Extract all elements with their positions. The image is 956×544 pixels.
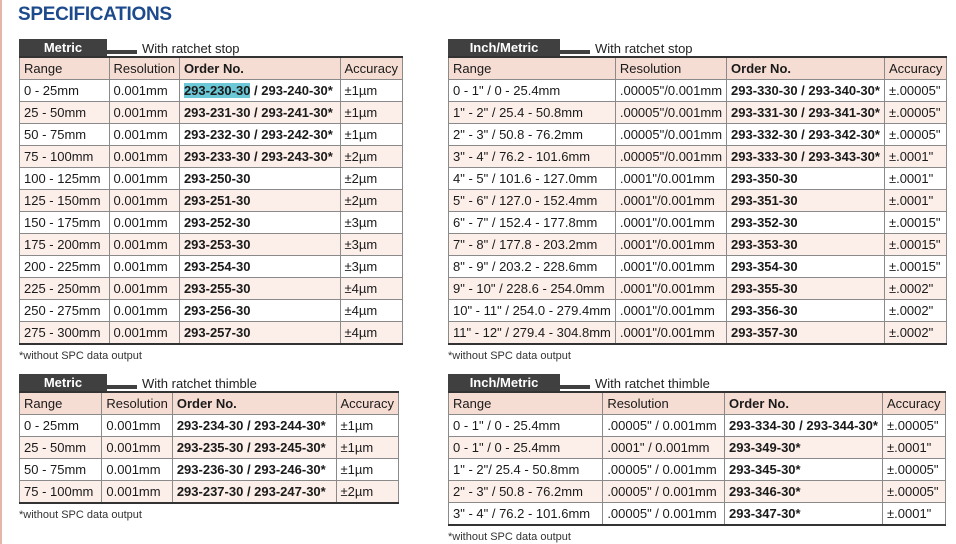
tag-underline — [107, 50, 137, 54]
cell-order-no — [172, 437, 336, 459]
order-number-alt: / 293-342-30* — [797, 126, 880, 142]
col-header-accuracy: Accuracy — [336, 392, 398, 415]
table-row — [449, 212, 947, 234]
cell-accuracy: ±2µm — [340, 168, 402, 190]
cell-accuracy: ±2µm — [340, 190, 402, 212]
col-header-range: Range — [20, 392, 102, 415]
cell-order-no — [179, 278, 340, 300]
order-number-primary: 293-254-30 — [183, 258, 251, 274]
section-header — [448, 36, 947, 56]
order-number-primary: 293-357-30 — [731, 324, 798, 340]
cell-resolution: 0.001mm — [102, 437, 172, 459]
col-header-accuracy: Accuracy — [340, 57, 402, 80]
table-row — [20, 146, 403, 168]
table-row — [449, 190, 947, 212]
cell-range: 1" - 2"/ 25.4 - 50.8mm — [449, 459, 603, 481]
cell-resolution: 0.001mm — [109, 146, 179, 168]
cell-order-no — [725, 437, 883, 459]
cell-range: 9" - 10" / 228.6 - 254.0mm — [449, 278, 616, 300]
cell-resolution: 0.001mm — [102, 481, 172, 504]
cell-range: 25 - 50mm — [20, 102, 110, 124]
spec-table — [448, 391, 946, 526]
order-number-primary: 293-256-30 — [183, 302, 251, 318]
order-number-primary: 293-331-30 — [731, 104, 798, 120]
order-number-primary: 293-235-30 — [176, 439, 244, 455]
table-header-row — [20, 392, 399, 415]
cell-order-no — [727, 190, 885, 212]
order-number-primary: 293-236-30 — [176, 461, 244, 477]
spec-table — [448, 56, 947, 345]
cell-order-no — [727, 146, 885, 168]
cell-resolution: 0.001mm — [102, 415, 172, 437]
col-header-range: Range — [449, 392, 603, 415]
table-row — [449, 168, 947, 190]
section-tag: Inch/Metric — [448, 39, 560, 56]
cell-order-no — [179, 146, 340, 168]
col-header-range: Range — [449, 57, 616, 80]
order-number-primary: 293-330-30 — [731, 82, 798, 98]
cell-order-no — [179, 322, 340, 345]
col-header-accuracy: Accuracy — [883, 392, 946, 415]
table-row — [20, 102, 403, 124]
table-row — [20, 322, 403, 345]
spec-table — [19, 56, 403, 345]
cell-resolution: .0001"/0.001mm — [615, 168, 726, 190]
cell-accuracy: ±.00005" — [884, 124, 946, 146]
cell-accuracy: ±.0001" — [884, 190, 946, 212]
cell-accuracy: ±4µm — [340, 300, 402, 322]
cell-order-no — [172, 459, 336, 481]
cell-range: 11" - 12" / 279.4 - 304.8mm — [449, 322, 616, 345]
section-caption: With ratchet stop — [142, 41, 240, 56]
cell-resolution: .00005"/0.001mm — [615, 146, 726, 168]
cell-resolution: .00005"/0.001mm — [615, 80, 726, 102]
order-number-alt: / 293-246-30* — [243, 461, 326, 477]
tag-underline — [560, 50, 590, 54]
table-row — [449, 278, 947, 300]
cell-accuracy: ±.0002" — [884, 322, 946, 345]
table-header-row — [20, 57, 403, 80]
table-row — [20, 190, 403, 212]
cell-order-no — [179, 124, 340, 146]
order-number-primary: 293-349-30* — [729, 439, 801, 455]
cell-resolution: 0.001mm — [109, 278, 179, 300]
cell-order-no — [727, 322, 885, 345]
cell-order-no — [727, 234, 885, 256]
section-tag: Metric — [19, 39, 107, 56]
order-number-primary: 293-250-30 — [183, 170, 251, 186]
page-edge-rule — [0, 0, 2, 544]
cell-order-no — [727, 168, 885, 190]
cell-range: 2" - 3" / 50.8 - 76.2mm — [449, 481, 603, 503]
cell-accuracy: ±.0001" — [884, 146, 946, 168]
cell-order-no — [725, 481, 883, 503]
cell-range: 3" - 4" / 76.2 - 101.6mm — [449, 503, 603, 526]
cell-resolution: .0001"/0.001mm — [615, 190, 726, 212]
cell-order-no — [725, 415, 883, 437]
cell-resolution: .00005" / 0.001mm — [603, 503, 725, 526]
cell-resolution: .00005" / 0.001mm — [603, 459, 725, 481]
cell-range: 1" - 2" / 25.4 - 50.8mm — [449, 102, 616, 124]
cell-accuracy: ±.00015" — [884, 212, 946, 234]
cell-resolution: 0.001mm — [102, 459, 172, 481]
cell-range: 150 - 175mm — [20, 212, 110, 234]
order-number-primary: 293-237-30 — [176, 483, 244, 499]
table-row — [449, 102, 947, 124]
cell-accuracy: ±1µm — [336, 459, 398, 481]
cell-resolution: 0.001mm — [109, 300, 179, 322]
cell-accuracy: ±4µm — [340, 322, 402, 345]
cell-range: 50 - 75mm — [20, 459, 102, 481]
section-header — [19, 36, 403, 56]
cell-accuracy: ±.00005" — [883, 481, 946, 503]
cell-range: 275 - 300mm — [20, 322, 110, 345]
cell-range: 125 - 150mm — [20, 190, 110, 212]
cell-resolution: .0001"/0.001mm — [615, 300, 726, 322]
cell-order-no — [179, 234, 340, 256]
tag-underline — [560, 385, 590, 389]
cell-accuracy: ±.00005" — [883, 459, 946, 481]
order-number-primary: 293-257-30 — [183, 324, 251, 340]
cell-range: 200 - 225mm — [20, 256, 110, 278]
footnote: *without SPC data output — [19, 509, 142, 521]
cell-range: 4" - 5" / 101.6 - 127.0mm — [449, 168, 616, 190]
cell-resolution: 0.001mm — [109, 256, 179, 278]
cell-accuracy: ±.0002" — [884, 278, 946, 300]
table-row — [449, 300, 947, 322]
section-header — [448, 371, 946, 391]
table-row — [449, 146, 947, 168]
cell-range: 0 - 25mm — [20, 415, 102, 437]
cell-range: 10" - 11" / 254.0 - 279.4mm — [449, 300, 616, 322]
order-number-primary: 293-334-30 — [729, 417, 796, 433]
cell-accuracy: ±.00005" — [884, 102, 946, 124]
cell-range: 75 - 100mm — [20, 481, 102, 504]
col-header-accuracy: Accuracy — [884, 57, 946, 80]
order-number-primary: 293-232-30 — [183, 126, 251, 142]
cell-accuracy: ±.0002" — [884, 300, 946, 322]
cell-resolution: .0001" / 0.001mm — [603, 437, 725, 459]
cell-order-no — [727, 256, 885, 278]
cell-range: 2" - 3" / 50.8 - 76.2mm — [449, 124, 616, 146]
order-number-primary: 293-353-30 — [731, 236, 798, 252]
table-row — [20, 278, 403, 300]
footnote: *without SPC data output — [19, 350, 142, 362]
table-row — [20, 124, 403, 146]
cell-range: 75 - 100mm — [20, 146, 110, 168]
section-tag: Metric — [19, 374, 107, 391]
cell-range: 7" - 8" / 177.8 - 203.2mm — [449, 234, 616, 256]
cell-accuracy: ±.0001" — [883, 503, 946, 526]
table-row — [449, 322, 947, 345]
cell-range: 175 - 200mm — [20, 234, 110, 256]
order-number-alt: / 293-247-30* — [243, 483, 326, 499]
table-row — [449, 124, 947, 146]
section-tag: Inch/Metric — [448, 374, 560, 391]
order-number-alt: / 293-340-30* — [797, 82, 880, 98]
col-header-resolution: Resolution — [102, 392, 172, 415]
cell-range: 0 - 1" / 0 - 25.4mm — [449, 80, 616, 102]
cell-order-no — [727, 124, 885, 146]
cell-resolution: .00005" / 0.001mm — [603, 481, 725, 503]
section-caption: With ratchet thimble — [595, 376, 710, 391]
section-metric-ratchet-thimble — [19, 371, 399, 521]
order-number-primary: 293-234-30 — [176, 417, 244, 433]
cell-resolution: 0.001mm — [109, 168, 179, 190]
cell-range: 8" - 9" / 203.2 - 228.6mm — [449, 256, 616, 278]
cell-order-no — [727, 278, 885, 300]
cell-range: 250 - 275mm — [20, 300, 110, 322]
table-row — [20, 212, 403, 234]
cell-accuracy: ±4µm — [340, 278, 402, 300]
table-row — [20, 256, 403, 278]
cell-accuracy: ±3µm — [340, 212, 402, 234]
cell-resolution: 0.001mm — [109, 322, 179, 345]
cell-order-no — [172, 481, 336, 504]
cell-resolution: .00005"/0.001mm — [615, 124, 726, 146]
cell-accuracy: ±2µm — [340, 146, 402, 168]
order-number-alt: / 293-243-30* — [250, 148, 333, 164]
cell-accuracy: ±.00005" — [884, 80, 946, 102]
cell-order-no — [725, 459, 883, 481]
table-row — [449, 481, 946, 503]
table-row — [449, 256, 947, 278]
section-inch-ratchet-stop — [448, 36, 947, 362]
order-number-primary: 293-231-30 — [183, 104, 251, 120]
order-number-alt: / 293-344-30* — [795, 417, 878, 433]
cell-accuracy: ±3µm — [340, 256, 402, 278]
cell-accuracy: ±3µm — [340, 234, 402, 256]
table-header-row — [449, 57, 947, 80]
order-number-primary: 293-351-30 — [731, 192, 798, 208]
table-row — [20, 437, 399, 459]
cell-resolution: .0001"/0.001mm — [615, 256, 726, 278]
order-number-primary: 293-345-30* — [729, 461, 801, 477]
order-number-primary: 293-230-30 — [183, 82, 251, 98]
cell-range: 5" - 6" / 127.0 - 152.4mm — [449, 190, 616, 212]
table-row — [20, 234, 403, 256]
order-number-primary: 293-255-30 — [183, 280, 251, 296]
table-header-row — [449, 392, 946, 415]
tag-underline — [107, 385, 137, 389]
cell-accuracy: ±1µm — [340, 80, 402, 102]
cell-order-no — [727, 212, 885, 234]
table-row — [449, 80, 947, 102]
cell-range: 100 - 125mm — [20, 168, 110, 190]
cell-range: 3" - 4" / 76.2 - 101.6mm — [449, 146, 616, 168]
cell-resolution: .0001"/0.001mm — [615, 322, 726, 345]
cell-resolution: .00005" / 0.001mm — [603, 415, 725, 437]
table-row — [449, 459, 946, 481]
table-row — [449, 503, 946, 526]
table-row — [20, 459, 399, 481]
order-number-primary: 293-352-30 — [731, 214, 798, 230]
cell-resolution: .0001"/0.001mm — [615, 212, 726, 234]
order-number-primary: 293-350-30 — [731, 170, 798, 186]
cell-order-no — [179, 256, 340, 278]
order-number-primary: 293-251-30 — [183, 192, 251, 208]
cell-resolution: .0001"/0.001mm — [615, 278, 726, 300]
cell-range: 0 - 1" / 0 - 25.4mm — [449, 437, 603, 459]
order-number-primary: 293-233-30 — [183, 148, 251, 164]
cell-accuracy: ±.00015" — [884, 256, 946, 278]
cell-accuracy: ±.0001" — [883, 437, 946, 459]
section-caption: With ratchet stop — [595, 41, 693, 56]
order-number-alt: / 293-244-30* — [243, 417, 326, 433]
col-header-order-no: Order No. — [725, 392, 883, 415]
cell-order-no — [179, 190, 340, 212]
cell-accuracy: ±1µm — [336, 415, 398, 437]
cell-order-no — [179, 102, 340, 124]
table-row — [20, 80, 403, 102]
table-row — [449, 234, 947, 256]
cell-order-no — [172, 415, 336, 437]
col-header-order-no: Order No. — [172, 392, 336, 415]
table-row — [449, 415, 946, 437]
table-row — [20, 481, 399, 504]
cell-accuracy: ±1µm — [340, 124, 402, 146]
col-header-order-no: Order No. — [727, 57, 885, 80]
cell-resolution: 0.001mm — [109, 190, 179, 212]
order-number-primary: 293-354-30 — [731, 258, 798, 274]
footnote: *without SPC data output — [448, 531, 571, 543]
cell-resolution: 0.001mm — [109, 212, 179, 234]
cell-order-no — [727, 300, 885, 322]
order-number-alt: / 293-245-30* — [243, 439, 326, 455]
col-header-resolution: Resolution — [109, 57, 179, 80]
cell-range: 0 - 25mm — [20, 80, 110, 102]
order-number-primary: 293-356-30 — [731, 302, 798, 318]
order-number-primary: 293-253-30 — [183, 236, 251, 252]
cell-range: 6" - 7" / 152.4 - 177.8mm — [449, 212, 616, 234]
cell-accuracy: ±1µm — [340, 102, 402, 124]
cell-accuracy: ±2µm — [336, 481, 398, 504]
cell-order-no — [179, 168, 340, 190]
order-number-alt: / 293-343-30* — [797, 148, 880, 164]
col-header-order-no: Order No. — [179, 57, 340, 80]
cell-resolution: 0.001mm — [109, 102, 179, 124]
order-number-primary: 293-355-30 — [731, 280, 798, 296]
order-number-primary: 293-332-30 — [731, 126, 798, 142]
col-header-range: Range — [20, 57, 110, 80]
section-metric-ratchet-stop — [19, 36, 403, 362]
cell-resolution: 0.001mm — [109, 124, 179, 146]
table-row — [20, 168, 403, 190]
order-number-primary: 293-347-30* — [729, 505, 801, 521]
cell-accuracy: ±.0001" — [884, 168, 946, 190]
cell-order-no — [179, 212, 340, 234]
cell-range: 25 - 50mm — [20, 437, 102, 459]
order-number-primary: 293-333-30 — [731, 148, 798, 164]
order-number-alt: / 293-240-30* — [250, 82, 333, 98]
cell-resolution: 0.001mm — [109, 80, 179, 102]
section-inch-ratchet-thimble — [448, 371, 946, 543]
table-row — [449, 437, 946, 459]
cell-order-no — [725, 503, 883, 526]
cell-accuracy: ±.00005" — [883, 415, 946, 437]
cell-range: 50 - 75mm — [20, 124, 110, 146]
order-number-primary: 293-252-30 — [183, 214, 251, 230]
cell-resolution: .00005"/0.001mm — [615, 102, 726, 124]
page-title: SPECIFICATIONS — [18, 4, 172, 25]
col-header-resolution: Resolution — [615, 57, 726, 80]
cell-order-no — [727, 102, 885, 124]
cell-resolution: .0001"/0.001mm — [615, 234, 726, 256]
cell-range: 0 - 1" / 0 - 25.4mm — [449, 415, 603, 437]
order-number-primary: 293-346-30* — [729, 483, 801, 499]
cell-accuracy: ±.00015" — [884, 234, 946, 256]
cell-accuracy: ±1µm — [336, 437, 398, 459]
cell-range: 225 - 250mm — [20, 278, 110, 300]
order-number-alt: / 293-341-30* — [797, 104, 880, 120]
section-caption: With ratchet thimble — [142, 376, 257, 391]
order-number-alt: / 293-242-30* — [250, 126, 333, 142]
footnote: *without SPC data output — [448, 350, 571, 362]
cell-order-no — [727, 80, 885, 102]
cell-order-no — [179, 300, 340, 322]
cell-resolution: 0.001mm — [109, 234, 179, 256]
cell-order-no — [179, 80, 340, 102]
col-header-resolution: Resolution — [603, 392, 725, 415]
order-number-alt: / 293-241-30* — [250, 104, 333, 120]
table-row — [20, 300, 403, 322]
table-row — [20, 415, 399, 437]
spec-table — [19, 391, 399, 504]
section-header — [19, 371, 399, 391]
